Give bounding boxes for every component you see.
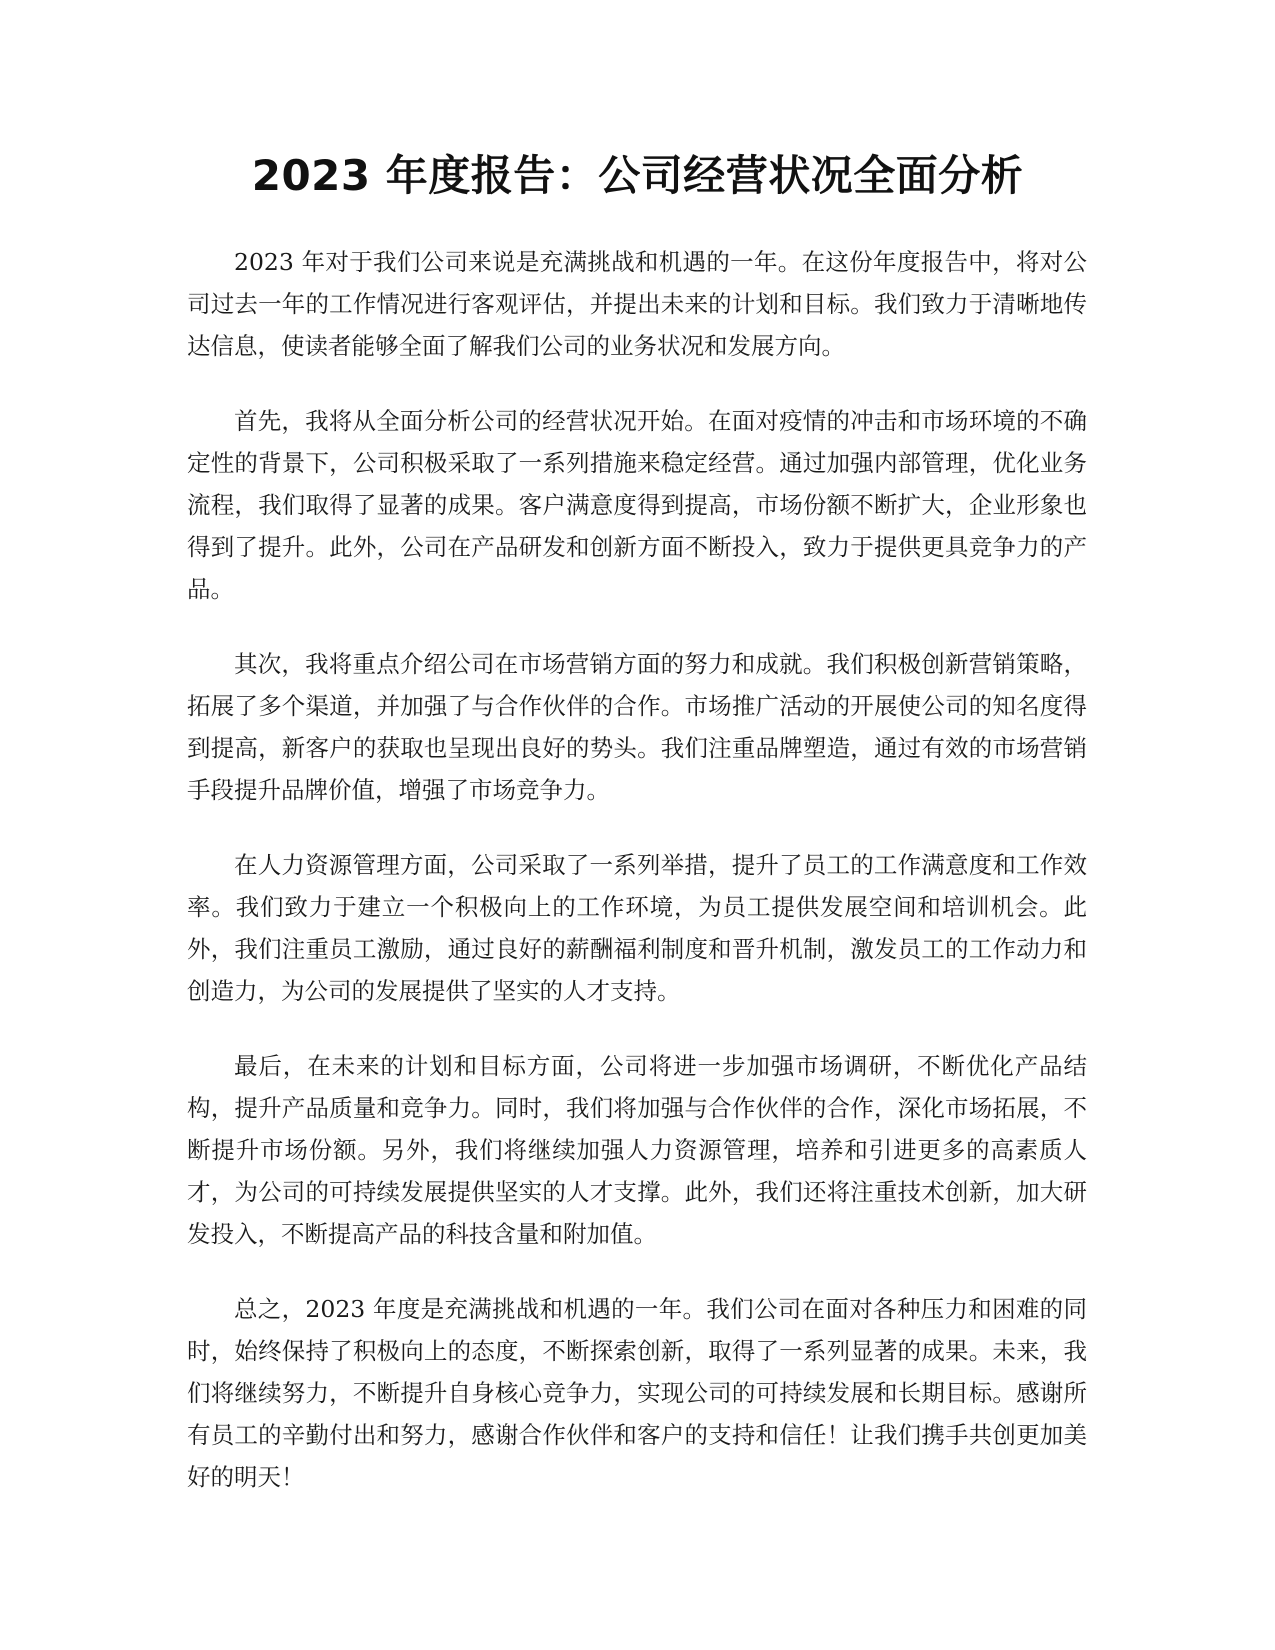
paragraph-intro: 2023 年对于我们公司来说是充满挑战和机遇的一年。在这份年度报告中，将对公司过去一年的工作情况进行客观评估，并提出未来的计划和目标。我们致力于清晰地传达信息，使读者能够全面了解我们公司的业务状况和发展方向。 <box>187 248 1087 360</box>
paragraph-marketing: 其次，我将重点介绍公司在市场营销方面的努力和成就。我们积极创新营销策略，拓展了多个渠道，并加强了与合作伙伴的合作。市场推广活动的开展使公司的知名度得到提高，新客户的获取也呈现出良好的势头。我们注重品牌塑造，通过有效的市场营销手段提升品牌价值，增强了市场竞争力。 <box>187 650 1087 804</box>
paragraph-operations: 首先，我将从全面分析公司的经营状况开始。在面对疫情的冲击和市场环境的不确定性的背景下，公司积极采取了一系列措施来稳定经营。通过加强内部管理，优化业务流程，我们取得了显著的成果。客户满意度得到提高，市场份额不断扩大，企业形象也得到了提升。此外，公司在产品研发和创新方面不断投入，致力于提供更具竞争力的产品。 <box>187 407 1087 603</box>
paragraph-future-plans: 最后，在未来的计划和目标方面，公司将进一步加强市场调研，不断优化产品结构，提升产品质量和竞争力。同时，我们将加强与合作伙伴的合作，深化市场拓展，不断提升市场份额。另外，我们将继续加强人力资源管理，培养和引进更多的高素质人才，为公司的可持续发展提供坚实的人才支撑。此外，我们还将注重技术创新，加大研发投入，不断提高产品的科技含量和附加值。 <box>187 1052 1087 1248</box>
page-title: 2023 年度报告：公司经营状况全面分析 <box>251 151 1024 200</box>
paragraph-conclusion: 总之，2023 年度是充满挑战和机遇的一年。我们公司在面对各种压力和困难的同时，始终保持了积极向上的态度，不断探索创新，取得了一系列显著的成果。未来，我们将继续努力，不断提升自身核心竞争力，实现公司的可持续发展和长期目标。感谢所有员工的辛勤付出和努力，感谢合作伙伴和客户的支持和信任！让我们携手共创更加美好的明天！ <box>187 1295 1087 1491</box>
document-body <box>187 241 1087 1531</box>
paragraph-human-resources: 在人力资源管理方面，公司采取了一系列举措，提升了员工的工作满意度和工作效率。我们致力于建立一个积极向上的工作环境，为员工提供发展空间和培训机会。此外，我们注重员工激励，通过良好的薪酬福利制度和晋升机制，激发员工的工作动力和创造力，为公司的发展提供了坚实的人才支持。 <box>187 851 1087 1005</box>
